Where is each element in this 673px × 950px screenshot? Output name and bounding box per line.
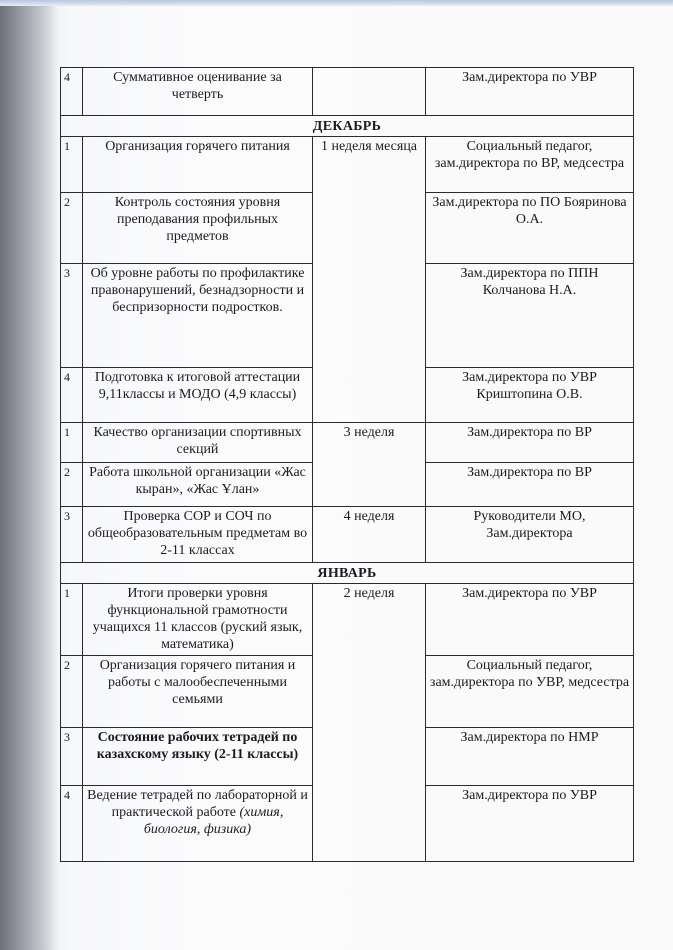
- task-cell: Суммативное оценивание за четверть: [83, 68, 313, 116]
- row-number: 2: [61, 463, 83, 507]
- table-row: [61, 68, 634, 116]
- responsible-cell: Зам.директора по УВР: [426, 786, 634, 862]
- period-cell: [313, 68, 426, 116]
- period-cell: 1 неделя месяца: [313, 137, 426, 423]
- task-cell: Организация горячего питания и работы с малообеспеченными семьями: [83, 656, 313, 728]
- responsible-cell: Зам.директора по ВР: [426, 463, 634, 507]
- task-subjects-italic: (химия, биология, физика): [143, 805, 284, 837]
- row-number: 4: [61, 368, 83, 423]
- responsible-cell: Зам.директора по НМР: [426, 728, 634, 786]
- period-cell: 2 неделя: [313, 584, 426, 862]
- responsible-cell: Социальный педагог, зам.директора по УВР, медсестра: [426, 656, 634, 728]
- table-row: [61, 137, 634, 193]
- task-cell: Контроль состояния уровня преподавания профильных предметов: [83, 193, 313, 264]
- row-number: 1: [61, 423, 83, 463]
- period-cell: 3 неделя: [313, 423, 426, 507]
- responsible-cell: Зам.директора по УВР: [426, 68, 634, 116]
- task-cell: Проверка СОР и СОЧ по общеобразовательным предметам во 2-11 классах: [83, 507, 313, 563]
- book-spine-shadow: [0, 0, 58, 950]
- month-heading-december: ДЕКАБРЬ: [61, 116, 634, 137]
- task-cell: [83, 786, 313, 862]
- responsible-cell: Руководители МО, Зам.директора: [426, 507, 634, 563]
- month-heading-january: ЯНВАРЬ: [61, 563, 634, 584]
- table-row: [61, 584, 634, 656]
- row-number: 1: [61, 584, 83, 656]
- task-cell: Состояние рабочих тетрадей по казахскому языку (2-11 классы): [83, 728, 313, 786]
- row-number: 1: [61, 137, 83, 193]
- period-cell: 4 неделя: [313, 507, 426, 563]
- table-row: [61, 507, 634, 563]
- responsible-cell: Социальный педагог, зам.директора по ВР, медсестра: [426, 137, 634, 193]
- task-cell: Об уровне работы по профилактике правонарушений, безнадзорности и беспризорности подростков.: [83, 264, 313, 368]
- responsible-cell: Зам.директора по ППН Колчанова Н.А.: [426, 264, 634, 368]
- task-text: Ведение тетрадей по лабораторной и практической работе: [87, 788, 308, 820]
- row-number: 2: [61, 193, 83, 264]
- responsible-cell: Зам.директора по УВР: [426, 584, 634, 656]
- month-header-row: [61, 116, 634, 137]
- task-cell: Подготовка к итоговой аттестации 9,11классы и МОДО (4,9 классы): [83, 368, 313, 423]
- row-number: 3: [61, 507, 83, 563]
- row-number: 3: [61, 264, 83, 368]
- page-top-edge: [0, 0, 673, 6]
- month-header-row: [61, 563, 634, 584]
- task-cell: Работа школьной организации «Жас кыран», «Жас Ұлан»: [83, 463, 313, 507]
- responsible-cell: Зам.директора по УВР Криштопина О.В.: [426, 368, 634, 423]
- responsible-cell: Зам.директора по ПО Бояринова О.А.: [426, 193, 634, 264]
- row-number: 4: [61, 786, 83, 862]
- table-row: [61, 423, 634, 463]
- task-cell: Итоги проверки уровня функциональной грамотности учащихся 11 классов (руский язык, математика): [83, 584, 313, 656]
- row-number: 2: [61, 656, 83, 728]
- responsible-cell: Зам.директора по ВР: [426, 423, 634, 463]
- control-plan-table: [60, 67, 634, 862]
- task-cell: Качество организации спортивных секций: [83, 423, 313, 463]
- row-number: 3: [61, 728, 83, 786]
- row-number: 4: [61, 68, 83, 116]
- task-cell: Организация горячего питания: [83, 137, 313, 193]
